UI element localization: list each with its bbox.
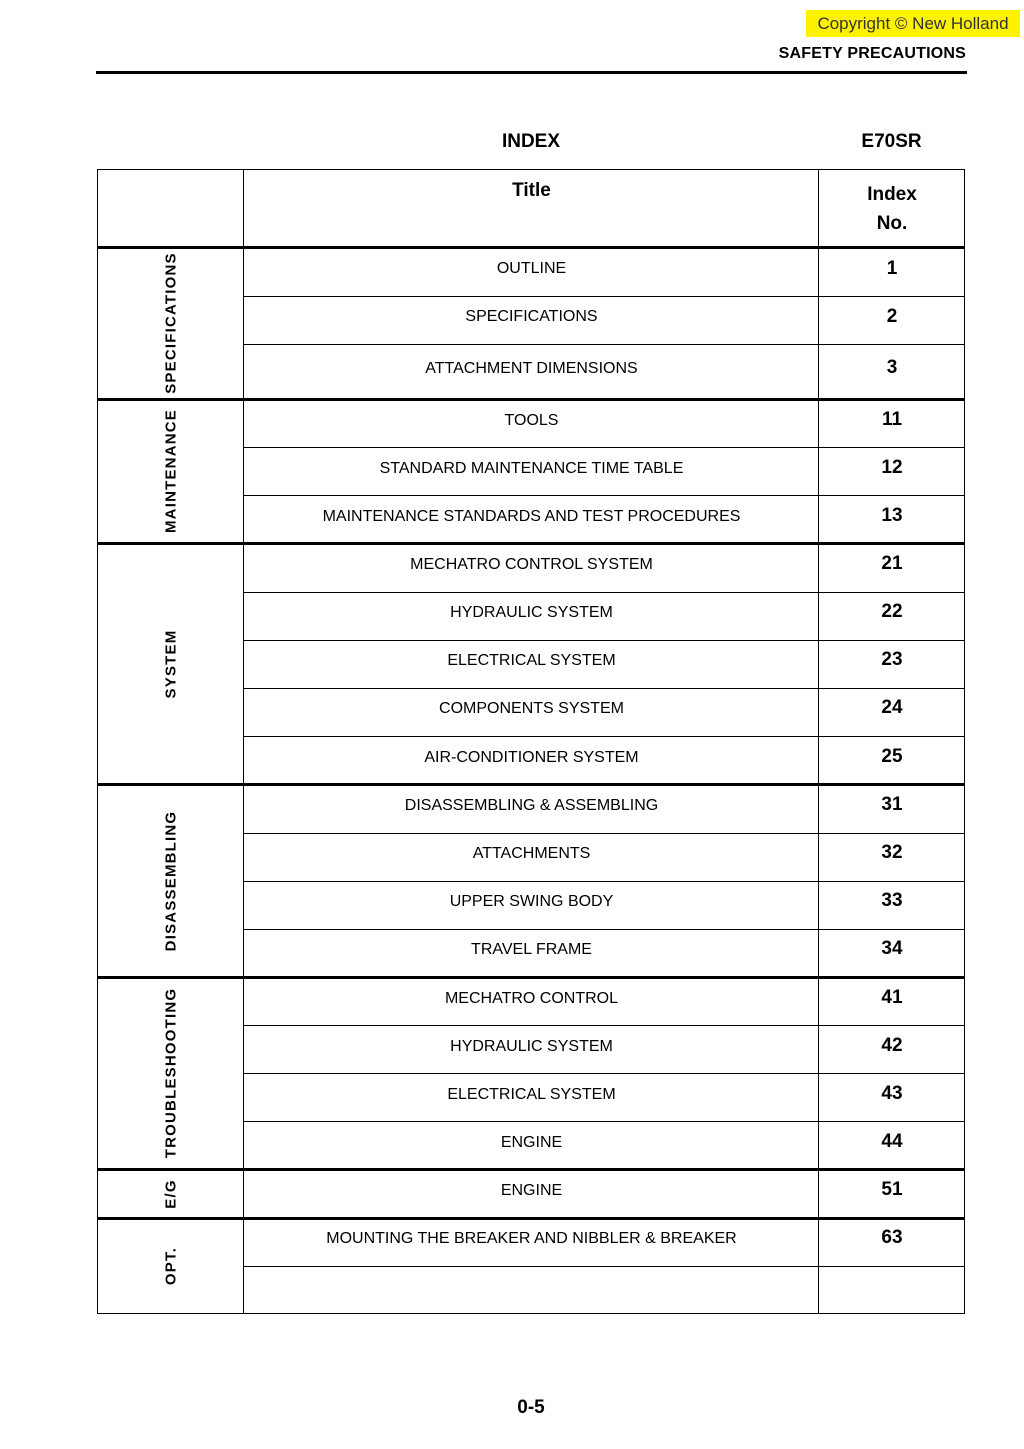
group-label: SPECIFICATIONS <box>162 252 180 394</box>
row-index-number: 12 <box>881 457 903 478</box>
group-label: TROUBLESHOOTING <box>162 987 180 1159</box>
row-index-number: 34 <box>881 938 903 959</box>
row-index-number: 42 <box>881 1035 903 1056</box>
row-separator <box>244 296 964 297</box>
row-index-number: 24 <box>881 697 903 718</box>
group-label: E/G <box>162 1178 180 1209</box>
row-index-number: 13 <box>881 505 903 526</box>
row-separator <box>244 1073 964 1074</box>
row-title: STANDARD MAINTENANCE TIME TABLE <box>379 460 684 477</box>
row-separator <box>244 1266 964 1267</box>
row-separator <box>244 592 964 593</box>
row-title: MECHATRO CONTROL <box>444 990 619 1007</box>
column-header-title: Title <box>512 180 551 201</box>
row-index-number: 2 <box>886 306 898 327</box>
row-separator <box>244 344 964 345</box>
column-header-index-line2: No. <box>876 213 908 234</box>
row-title: TRAVEL FRAME <box>471 941 592 958</box>
row-index-number: 22 <box>881 601 903 622</box>
row-separator <box>244 495 964 496</box>
row-title: MECHATRO CONTROL SYSTEM <box>410 556 653 573</box>
group-label: OPT. <box>162 1246 180 1286</box>
row-separator <box>244 929 964 930</box>
row-separator <box>244 447 964 448</box>
row-title: MOUNTING THE BREAKER AND NIBBLER & BREAKER <box>326 1230 737 1247</box>
row-separator <box>244 736 964 737</box>
row-separator <box>244 688 964 689</box>
row-index-number: 63 <box>881 1227 903 1248</box>
row-separator <box>244 833 964 834</box>
row-title: TOOLS <box>504 412 559 429</box>
row-index-number: 44 <box>881 1131 903 1152</box>
index-heading: INDEX <box>501 131 561 152</box>
group-label: SYSTEM <box>162 629 180 698</box>
row-title: ATTACHMENT DIMENSIONS <box>425 360 638 377</box>
row-title: ELECTRICAL SYSTEM <box>447 652 616 669</box>
row-title: AIR-CONDITIONER SYSTEM <box>424 749 639 766</box>
group-label: MAINTENANCE <box>162 408 180 534</box>
row-index-number: 33 <box>881 890 903 911</box>
row-separator <box>244 640 964 641</box>
row-index-number: 41 <box>881 987 903 1008</box>
row-separator <box>244 1025 964 1026</box>
row-index-number: 43 <box>881 1083 903 1104</box>
row-index-number: 21 <box>881 553 903 574</box>
header-rule <box>96 71 967 74</box>
group-disassembling <box>98 785 244 976</box>
row-title: ENGINE <box>500 1182 563 1199</box>
row-title: DISASSEMBLING & ASSEMBLING <box>404 797 659 814</box>
group-maintenance <box>98 400 244 542</box>
row-index-number: 1 <box>886 258 898 279</box>
row-index-number: 11 <box>881 409 903 430</box>
row-index-number: 32 <box>881 842 903 863</box>
group-specifications <box>98 248 244 398</box>
column-header-index-line1: Index <box>867 184 917 205</box>
group-optional <box>98 1219 244 1313</box>
index-table <box>97 169 965 1314</box>
row-index-number: 3 <box>886 357 898 378</box>
row-index-number: 51 <box>881 1179 903 1200</box>
copyright-banner: Copyright © New Holland <box>806 10 1020 37</box>
row-index-number: 23 <box>881 649 903 670</box>
row-title: SPECIFICATIONS <box>465 308 598 325</box>
row-separator <box>244 881 964 882</box>
group-engine <box>98 1170 244 1217</box>
row-title: MAINTENANCE STANDARDS AND TEST PROCEDURES <box>322 508 741 525</box>
row-title: ATTACHMENTS <box>472 845 591 862</box>
group-troubleshooting <box>98 978 244 1168</box>
row-title: HYDRAULIC SYSTEM <box>450 1038 613 1055</box>
row-index-number: 31 <box>881 794 903 815</box>
row-title: COMPONENTS SYSTEM <box>439 700 624 717</box>
section-heading: SAFETY PRECAUTIONS <box>778 45 966 62</box>
row-title: ENGINE <box>500 1134 563 1151</box>
row-title: HYDRAULIC SYSTEM <box>450 604 613 621</box>
row-index-number: 25 <box>881 746 903 767</box>
row-title: UPPER SWING BODY <box>449 893 614 910</box>
row-title: ELECTRICAL SYSTEM <box>447 1086 616 1103</box>
row-title: OUTLINE <box>496 260 567 277</box>
group-system <box>98 544 244 783</box>
model-name: E70SR <box>861 131 922 152</box>
column-header-index <box>819 180 965 238</box>
row-separator <box>244 1121 964 1122</box>
page-number: 0-5 <box>517 1397 545 1418</box>
group-label: DISASSEMBLING <box>162 810 180 951</box>
